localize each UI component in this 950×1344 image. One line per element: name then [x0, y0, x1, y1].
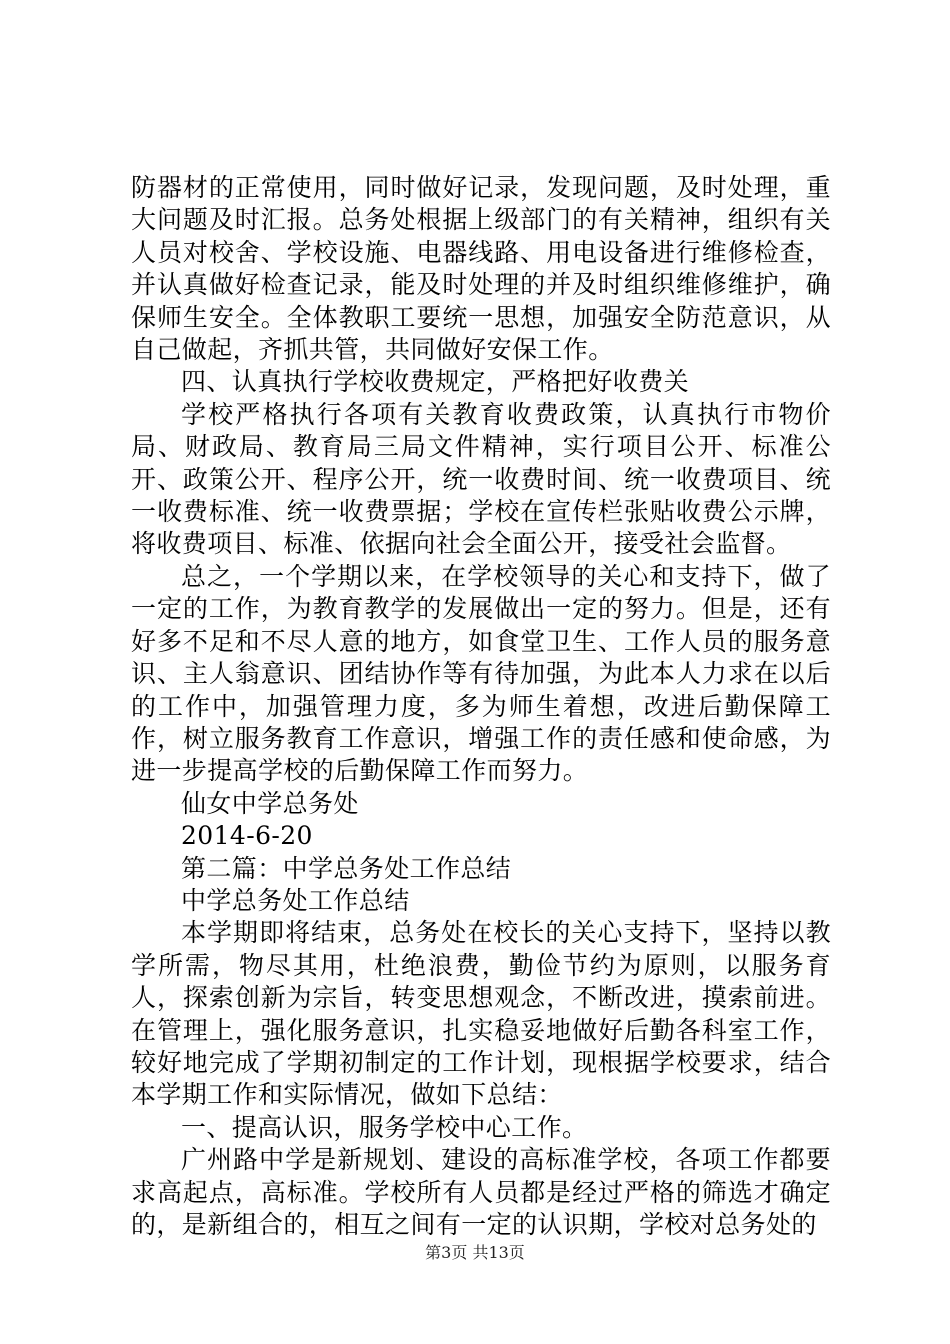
paragraph-school: 广州路中学是新规划、建设的高标准学校，各项工作都要求高起点，高标准。学校所有人员都是经过严格的筛选才确定的，是新组合的，相互之间有一定的认识期，学校对总务处的	[131, 1145, 831, 1239]
section-heading-four: 四、认真执行学校收费规定，严格把好收费关	[181, 367, 690, 397]
section-heading-one: 一、提高认识，服务学校中心工作。	[181, 1112, 588, 1142]
paragraph-fees: 学校严格执行各项有关教育收费政策，认真执行市物价局、财政局、教育局三局文件精神，实行项目公开、标准公开、政策公开、程序公开，统一收费时间、统一收费项目、统一收费标准、统一收费票据；学校在宣传栏张贴收费公示牌，将收费项目、标准、依据向社会全面公开，接受社会监督。	[131, 399, 831, 559]
paragraph-continuation: 防器材的正常使用，同时做好记录，发现问题，及时处理，重大问题及时汇报。总务处根据上级部门的有关精神，组织有关人员对校舍、学校设施、电器线路、用电设备进行维修检查，并认真做好检查记录，能及时处理的并及时组织维修维护，确保师生安全。全体教职工要统一思想，加强安全防范意识，从自己做起，齐抓共管，共同做好安保工作。	[131, 173, 831, 365]
page-footer: 第3页 共13页	[425, 1243, 525, 1262]
signature-office: 仙女中学总务处	[181, 788, 359, 818]
paragraph-summary: 总之，一个学期以来，在学校领导的关心和支持下，做了一定的工作，为教育教学的发展做出一定的努力。但是，还有好多不足和不尽人意的地方，如食堂卫生、工作人员的服务意识、主人翁意识、团结协作等有待加强，为此本人力求在以后的工作中，加强管理力度，多为师生着想，改进后勤保障工作，树立服务教育工作意识，增强工作的责任感和使命感，为进一步提高学校的后勤保障工作而努力。	[131, 561, 831, 786]
paragraph-intro: 本学期即将结束，总务处在校长的关心支持下，坚持以教学所需，物尽其用，杜绝浪费，勤俭节约为原则，以服务育人，探索创新为宗旨，转变思想观念，不断改进，摸索前进。在管理上，强化服务意识，扎实稳妥地做好后勤各科室工作，较好地完成了学期初制定的工作计划，现根据学校要求，结合本学期工作和实际情况，做如下总结：	[131, 918, 831, 1110]
chapter-title: 中学总务处工作总结	[181, 885, 410, 915]
signature-date: 2014-6-20	[181, 821, 313, 851]
chapter-heading: 第二篇：中学总务处工作总结	[181, 853, 512, 883]
document-body	[131, 172, 831, 1241]
